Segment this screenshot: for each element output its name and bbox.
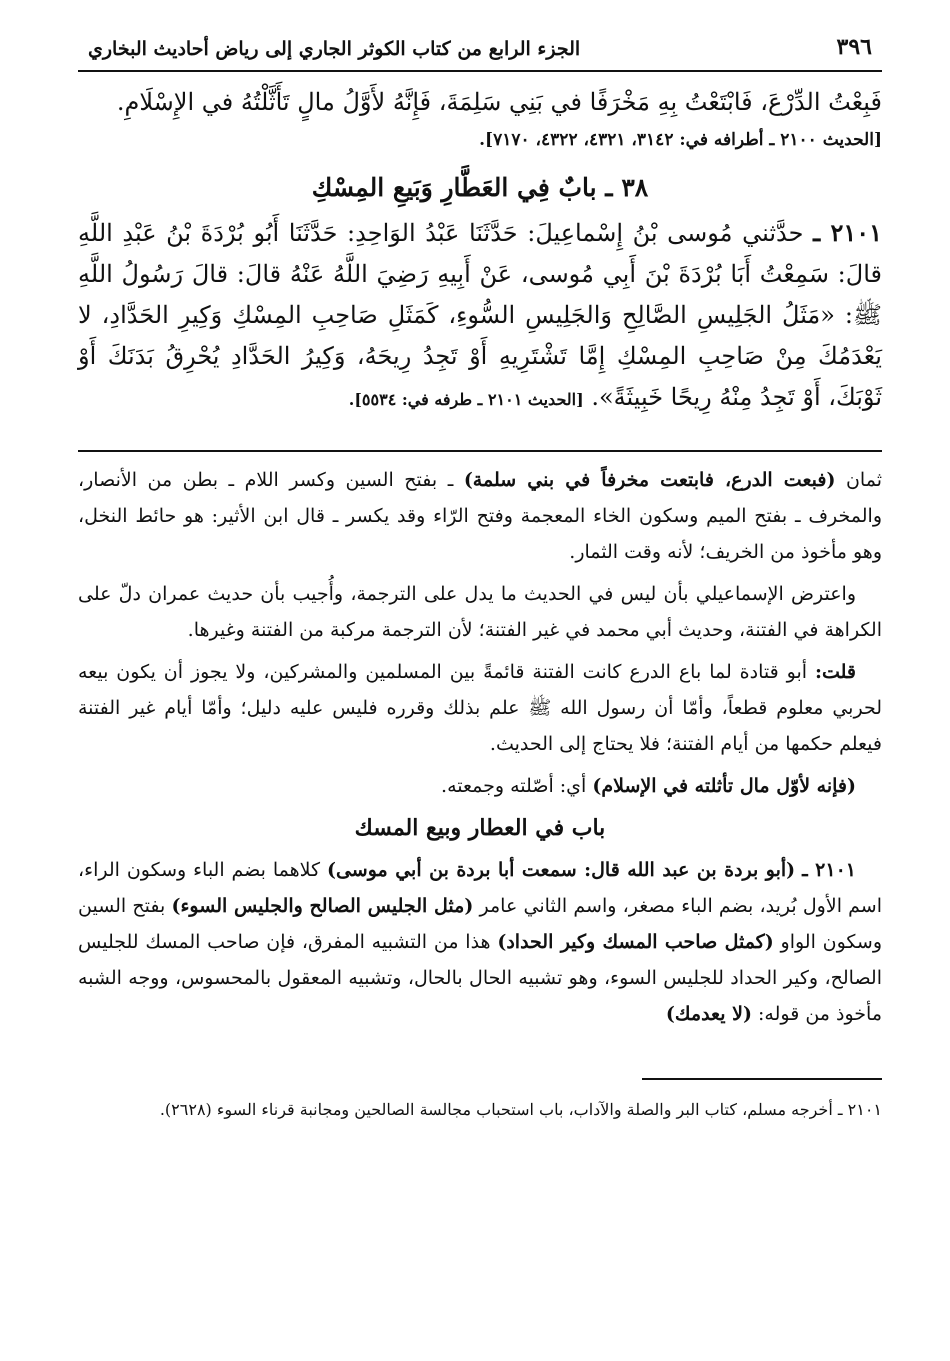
commentary-text: بفتح السين وسكون الواو [78, 895, 882, 954]
commentary-paragraph-5 [78, 852, 882, 1032]
commentary-quote: (فإنه لأوّل مال تأثلته في الإسلام) [592, 775, 856, 798]
running-title: الجزء الرابع من كتاب الكوثر الجاري إلى رياض أحاديث البخاري [88, 37, 581, 60]
commentary-text: هذا من التشبيه المفرق، فإن صاحب المسك للجليس الصالح، وكير الحداد للجليس السوء، وهو تشبيه الحال بالحال، وتشبيه المعقول بالمحسوس، ووجه الشبه مأخوذ من قوله: [78, 931, 882, 1026]
page-header [78, 34, 882, 72]
commentary-paragraph-4 [78, 768, 882, 804]
commentary [78, 462, 882, 1032]
page-number: ٣٩٦ [836, 34, 872, 60]
hadith-2101 [78, 212, 882, 420]
commentary-sub-heading: باب في العطار وبيع المسك [354, 815, 606, 842]
text-commentary-separator [78, 450, 882, 452]
commentary-quote: (لا يعدمك) [665, 1003, 752, 1026]
chapter-title: ٣٨ ـ بابٌ فِي العَطَّارِ وَبَيعِ المِسْكِ [311, 173, 649, 203]
hadith-number: ٢١٠١ ـ [802, 859, 856, 882]
commentary-quote: (أبو بردة بن عبد الله قال: سمعت أبا بردة بن أبي موسى) [326, 859, 796, 882]
commentary-paragraph-3 [78, 654, 882, 762]
hadith-2100-ending [78, 82, 882, 123]
commentary-text: أبو قتادة لما باع الدرع كانت الفتنة قائمةً بين المسلمين والمشركين، ولا يجوز أن يكون بيعه لحربي معلوم قطعاً، وأمّا أن رسول الله ﷺ علم بذلك وقرره فليس عليه دليل؛ وأمّا أيام غير الفتنة فيعلم حكمها من أيام الفتنة؛ فلا يحتاج إلى الحديث. [78, 661, 882, 756]
hadith-2100-ref: [الحديث ٢١٠٠ ـ أطرافه في: ٣١٤٢، ٤٣٢١، ٤٣٢٢، ٧١٧٠]. [479, 130, 882, 151]
hadith-2101-ref: [الحديث ٢١٠١ ـ طرفه في: ٥٥٣٤]. [348, 390, 584, 410]
commentary-quote: قلت: [814, 661, 856, 684]
commentary-quote: (فبعت الدرع، فابتعت مخرفاً في بني سلمة) [463, 469, 836, 492]
footnote-rule [642, 1078, 882, 1080]
commentary-paragraph-1 [78, 462, 882, 570]
commentary-text: ثمان [835, 469, 882, 492]
commentary-quote: (مثل الجليس الصالح والجليس السوء) [171, 895, 474, 918]
commentary-text: ـ بفتح السين وكسر اللام ـ بطن من الأنصار، والمخرف ـ بفتح الميم وسكون الخاء المعجمة وفتح الرّاء وقد يكسر ـ قال ابن الأثير: هو حائط النخل، وهو مأخوذ من الخريف؛ لأنه وقت الثمار. [78, 469, 882, 564]
hadith-2101-number: ٢١٠١ ـ [813, 218, 882, 248]
commentary-text: واعترض الإسماعيلي بأن ليس في الحديث ما يدل على الترجمة، وأُجيب بأن حديث عمران دلّ على الكراهة في الفتنة، وحديث أبي محمد في غير الفتنة؛ لأن الترجمة مركبة من الفتنة وغيرها. [78, 583, 882, 642]
commentary-quote: (كمثل صاحب المسك وكير الحداد) [497, 931, 774, 954]
hadith-2101-text: حدَّثني مُوسى بْنُ إِسْماعِيلَ: حَدَّثَنَا عَبْدُ الوَاحِدِ: حَدَّثَنَا أَبُو بُرْدَةَ بْنُ عَبْدِ اللَّهِ قالَ: سَمِعْتُ أَبَا بُرْدَةَ بْنَ أَبِي مُوسى، عَنْ أَبِيهِ رَضِيَ اللَّهُ عَنْهُ قالَ: قالَ رَسُولُ اللَّهِ ﷺ: «مَثَلُ الجَلِيسِ الصَّالِحِ وَالجَلِيسِ السُّوءِ، كَمَثَلِ صَاحِبِ المِسْكِ وَكِيرِ الحَدَّادِ، لا يَعْدَمُكَ مِنْ صَاحِبِ المِسْكِ إِمَّا تَشْتَرِيهِ أَوْ تَجِدُ رِيحَهُ، وَكِيرُ الحَدَّادِ يُحْرِقُ بَدَنَكَ أَوْ ثَوْبَكَ، أَوْ تَجِدُ مِنْهُ رِيحًا خَبِيثَةً». [78, 219, 883, 412]
footnote: ٢١٠١ ـ أخرجه مسلم، كتاب البر والصلة والآداب، باب استحباب مجالسة الصالحين ومجانبة قرناء السوء (٢٦٢٨). [159, 1100, 882, 1120]
hadith-2100-text: فَبِعْتُ الدِّرْعَ، فَابْتَعْتُ بِهِ مَخْرَفًا في بَنِي سَلِمَةَ، فَإِنَّهُ لأَوَّلُ مالٍ تَأَثَّلْتُهُ في الإِسْلَامِ. [116, 88, 882, 117]
commentary-paragraph-2 [78, 576, 882, 648]
commentary-text: أي: أصّلته وجمعته. [441, 775, 593, 798]
commentary-text: كلاهما بضم الباء وسكون الراء، اسم الأول بُريد، بضم الباء مصغر، واسم الثاني عامر [78, 859, 882, 918]
